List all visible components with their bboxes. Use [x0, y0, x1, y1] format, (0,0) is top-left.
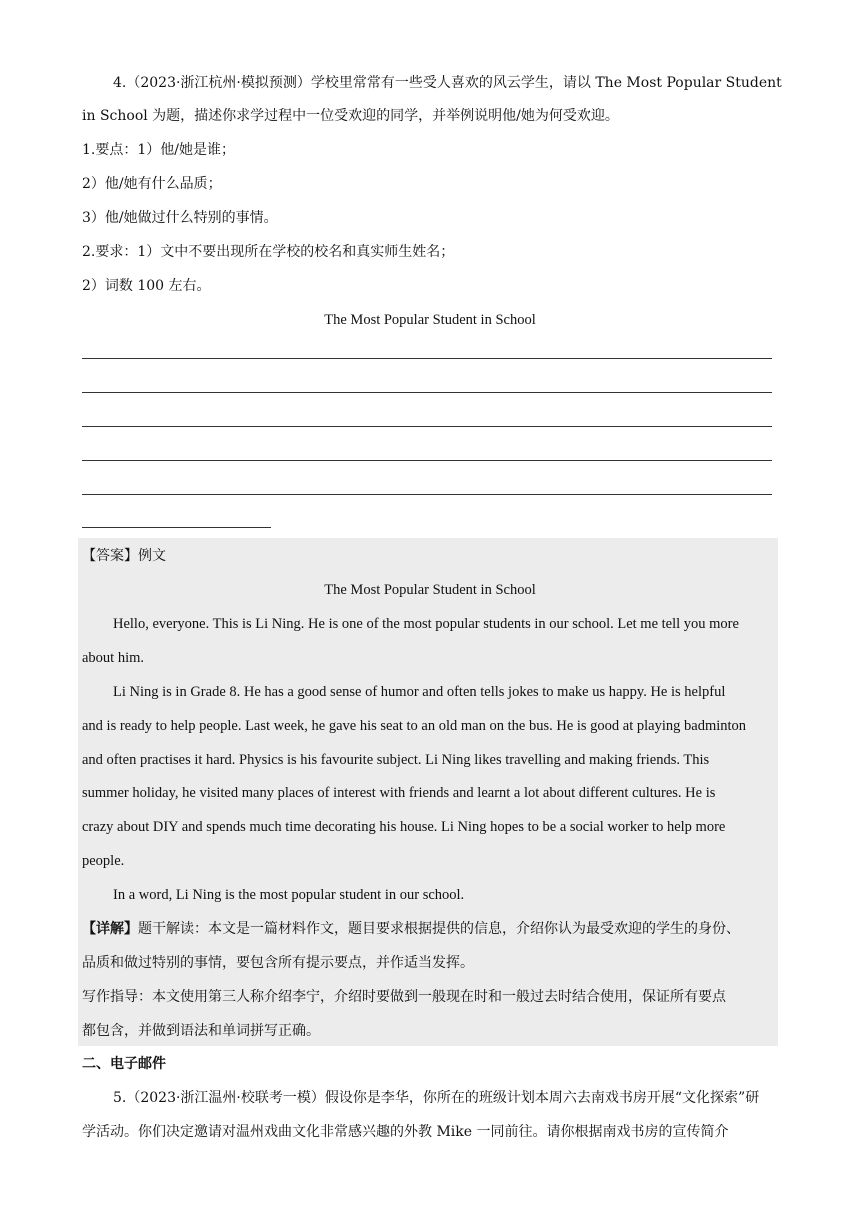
essay-title: The Most Popular Student in School — [324, 312, 536, 328]
answer-line: people. — [82, 853, 125, 869]
detail-label: 【详解】 — [82, 921, 138, 937]
answer-essay-title: The Most Popular Student in School — [324, 582, 536, 598]
guide-line-2: 都包含，并做到语法和单词拼写正确。 — [82, 1023, 320, 1039]
question4-intro-line2: in School 为题，描述你求学过程中一位受欢迎的同学，并举例说明他/她为何受欢迎。 — [82, 108, 619, 124]
writing-line — [82, 392, 772, 393]
question4-requirement-2: 2）词数 100 左右。 — [82, 278, 211, 294]
guide-line-1: 写作指导：本文使用第三人称介绍李宁，介绍时要做到一般现在时和一般过去时结合使用，保证所有要点 — [82, 989, 726, 1005]
detail-line-2: 品质和做过特别的事情，要包含所有提示要点，并作适当发挥。 — [82, 955, 474, 971]
question5-line2: 学活动。你们决定邀请对温州戏曲文化非常感兴趣的外教 Mike 一同前往。请你根据南戏书房的宣传简介 — [82, 1124, 729, 1140]
question4-requirement-1: 2.要求：1）文中不要出现所在学校的校名和真实师生姓名； — [82, 244, 455, 260]
writing-line — [82, 494, 772, 495]
writing-line — [82, 460, 772, 461]
answer-line: Li Ning is in Grade 8. He has a good sense of humor and often tells jokes to make us happy. He is helpful — [113, 684, 726, 700]
detail-line-1 — [82, 919, 782, 939]
detail-text-1: 题干解读：本文是一篇材料作文，题目要求根据提供的信息，介绍你认为最受欢迎的学生的身份、 — [138, 921, 740, 937]
question4-point-3: 3）他/她做过什么特别的事情。 — [82, 210, 278, 226]
answer-line: and is ready to help people. Last week, he gave his seat to an old man on the bus. He is good at playing badminton — [82, 718, 747, 734]
answer-line: crazy about DIY and spends much time decorating his house. Li Ning hopes to be a social worker to help more — [82, 819, 726, 835]
answer-line: In a word, Li Ning is the most popular student in our school. — [113, 887, 465, 903]
answer-line: summer holiday, he visited many places of interest with friends and learnt a lot about different cultures. He is — [82, 785, 716, 801]
answer-line: and often practises it hard. Physics is his favourite subject. Li Ning likes travelling and making friends. This — [82, 752, 710, 768]
writing-line — [82, 426, 772, 427]
question4-point-2: 2）他/她有什么品质； — [82, 176, 222, 192]
question4-intro-line1: 4.（2023·浙江杭州·模拟预测）学校里常常有一些受人喜欢的风云学生，请以 The Most Popular Student — [113, 75, 782, 91]
writing-line-short — [82, 527, 271, 528]
question5-line1: 5.（2023·浙江温州·校联考一模）假设你是李华，你所在的班级计划本周六去南戏书房开展“文化探索”研 — [113, 1090, 760, 1106]
writing-line — [82, 358, 772, 359]
answer-line: Hello, everyone. This is Li Ning. He is one of the most popular students in our school. Let me tell you more — [113, 616, 739, 632]
question4-point-1: 1.要点：1）他/她是谁； — [82, 142, 235, 158]
section-heading: 二、电子邮件 — [82, 1056, 166, 1072]
answer-label: 【答案】例文 — [82, 548, 166, 564]
answer-line: about him. — [82, 650, 145, 666]
